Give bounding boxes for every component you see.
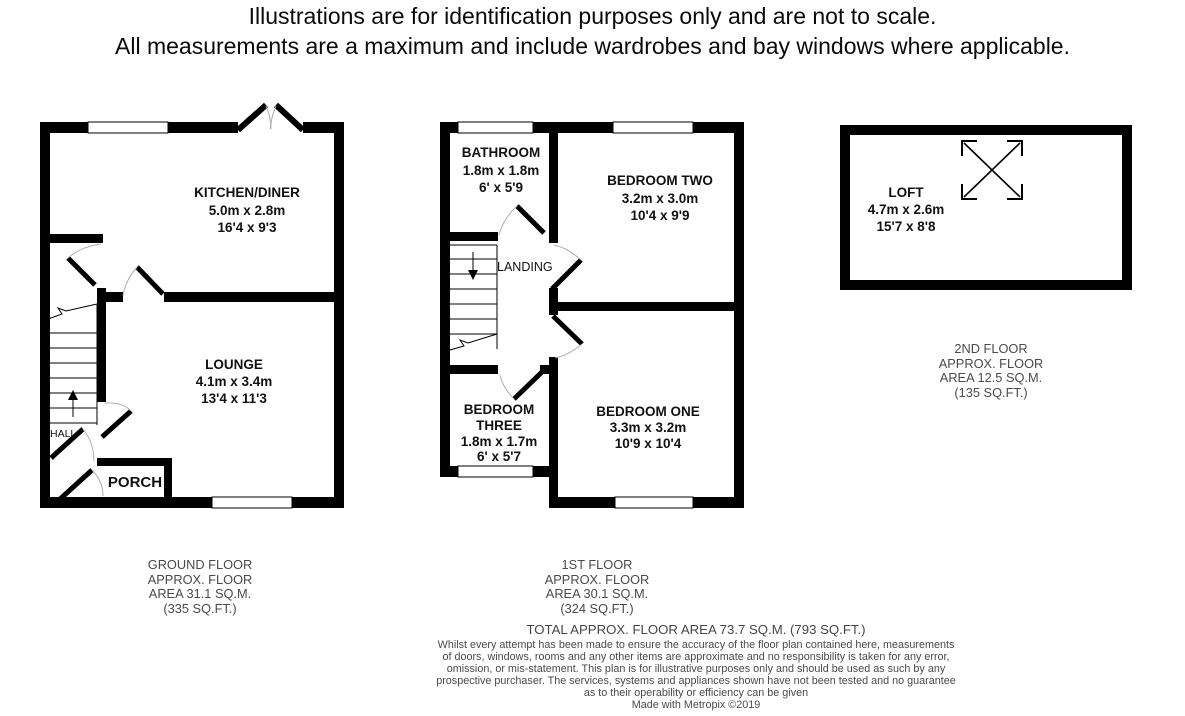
window bbox=[615, 497, 693, 508]
caption-line: (324 SQ.FT.) bbox=[560, 600, 634, 616]
door-swing-arc bbox=[105, 403, 131, 411]
door-swing-arc bbox=[266, 106, 271, 129]
door-swing-arc bbox=[68, 244, 101, 258]
room-dimensions-metric: 4.1m x 3.4m bbox=[195, 374, 273, 389]
wall-segment bbox=[840, 125, 850, 290]
door-swing-arc bbox=[92, 470, 103, 496]
room-name: KITCHEN/DINER bbox=[194, 185, 300, 200]
first-floor-caption bbox=[512, 558, 682, 616]
room-name: BEDROOM ONE bbox=[596, 404, 700, 419]
door-leaf bbox=[552, 260, 581, 289]
wall-segment bbox=[549, 302, 734, 311]
wall-segment bbox=[549, 122, 558, 243]
footer bbox=[429, 622, 963, 711]
room-dimensions-metric: 5.0m x 2.8m bbox=[208, 203, 286, 218]
header-line-2: All measurements are a maximum and include wardrobes and bay windows where applicable. bbox=[115, 33, 1070, 59]
caption-line: (335 SQ.FT.) bbox=[163, 600, 237, 616]
second-floor-plan bbox=[840, 125, 1132, 290]
wall-segment bbox=[164, 458, 172, 508]
caption-line: APPROX. FLOOR bbox=[147, 571, 253, 587]
first-floor-plan bbox=[440, 122, 744, 508]
caption-line: APPROX. FLOOR bbox=[544, 571, 650, 587]
caption-line: AREA 12.5 SQ.M. bbox=[939, 370, 1043, 385]
wall-segment bbox=[734, 122, 744, 508]
ground-floor-staircase bbox=[48, 304, 97, 425]
arrow-head bbox=[68, 390, 78, 400]
arrow-head bbox=[468, 270, 478, 280]
disclaimer-line: prospective purchaser. The services, systems and appliances shown have not been tested and no guarantee bbox=[436, 674, 956, 687]
wall-segment bbox=[97, 288, 106, 402]
room-name: THREE bbox=[476, 418, 522, 433]
wall-segment bbox=[440, 365, 498, 374]
stairs-up-arrow-icon bbox=[68, 390, 78, 417]
window bbox=[458, 122, 533, 133]
room-dimensions-imperial: 13'4 x 11'3 bbox=[201, 391, 267, 406]
second-floor-labels bbox=[868, 185, 945, 234]
caption-line: APPROX. FLOOR bbox=[938, 355, 1044, 371]
room-dimensions-imperial: 10'4 x 9'9 bbox=[630, 208, 690, 223]
window bbox=[212, 497, 292, 508]
french-door-leaf bbox=[238, 105, 266, 130]
room-name: BEDROOM TWO bbox=[607, 173, 713, 188]
caption-line: 2ND FLOOR bbox=[954, 341, 1028, 356]
total-floor-area: TOTAL APPROX. FLOOR AREA 73.7 SQ.M. (793 SQ.FT.) bbox=[526, 622, 866, 637]
disclaimer-line: omission, or mis-statement. This plan is for illustrative purposes only and should be used as such by any bbox=[446, 662, 946, 675]
room-dimensions-metric: 3.3m x 3.2m bbox=[609, 420, 687, 435]
wall-segment bbox=[840, 125, 1132, 135]
room-dimensions-imperial: 15'7 x 8'8 bbox=[876, 219, 936, 234]
room-name: LOFT bbox=[888, 185, 924, 200]
room-dimensions-imperial: 16'4 x 9'3 bbox=[217, 220, 277, 235]
caption-line: AREA 30.1 SQ.M. bbox=[545, 586, 649, 601]
door-leaf bbox=[68, 258, 95, 285]
caption-line: AREA 31.1 SQ.M. bbox=[148, 586, 252, 601]
metropix-credit: Made with Metropix ©2019 bbox=[631, 698, 761, 711]
french-door-leaf bbox=[276, 105, 303, 130]
ground-floor-labels bbox=[50, 185, 300, 491]
caption-line: GROUND FLOOR bbox=[147, 557, 253, 572]
wall-segment bbox=[97, 458, 172, 466]
room-name: BATHROOM bbox=[461, 145, 541, 160]
door-swing-arc bbox=[271, 106, 276, 129]
caption-line: 1ST FLOOR bbox=[561, 557, 633, 572]
ground-floor-walls bbox=[40, 122, 344, 508]
ground-floor-windows bbox=[88, 122, 292, 508]
room-dimensions-metric: 1.8m x 1.7m bbox=[460, 434, 538, 449]
door-swing-arc bbox=[83, 429, 94, 461]
wall-segment bbox=[1122, 125, 1132, 290]
loft-hatch-icon bbox=[962, 141, 1022, 199]
room-name: LOUNGE bbox=[205, 357, 263, 372]
wall-segment bbox=[164, 292, 334, 302]
door-leaf bbox=[137, 267, 163, 294]
room-name: HALL bbox=[50, 428, 77, 440]
first-floor-staircase bbox=[450, 245, 497, 350]
wall-segment bbox=[440, 232, 498, 241]
room-dimensions-imperial: 10'9 x 10'4 bbox=[614, 436, 682, 451]
door-leaf bbox=[59, 470, 92, 500]
door-swing-arc bbox=[554, 245, 581, 260]
wall-segment bbox=[50, 234, 103, 243]
caption-line: (135 SQ.FT.) bbox=[954, 384, 1028, 400]
door-swing-arc bbox=[500, 375, 514, 399]
room-name: PORCH bbox=[107, 474, 163, 491]
room-name: LANDING bbox=[497, 260, 553, 274]
window bbox=[613, 122, 693, 133]
door-leaf bbox=[514, 371, 543, 399]
disclaimer-line: of doors, windows, rooms and any other items are approximate and no responsibility is taken for any error, bbox=[442, 650, 950, 663]
door-leaf bbox=[553, 316, 582, 344]
room-name: BEDROOM bbox=[463, 402, 535, 417]
door-swing-arc bbox=[499, 206, 517, 235]
wall-segment bbox=[40, 497, 344, 508]
header-line-1: Illustrations are for identification purposes only and are not to scale. bbox=[248, 3, 937, 29]
room-dimensions-metric: 3.2m x 3.0m bbox=[621, 191, 699, 206]
door-leaf bbox=[102, 411, 131, 437]
window bbox=[458, 466, 533, 477]
stairs-down-arrow-icon bbox=[468, 252, 478, 280]
disclaimer-line: as to their operability or efficiency can be given bbox=[583, 686, 809, 699]
wall-segment bbox=[440, 122, 450, 477]
stair-break-line bbox=[48, 304, 97, 319]
window bbox=[88, 122, 168, 133]
ground-floor-caption bbox=[115, 558, 285, 616]
door-swing-arc bbox=[123, 267, 137, 296]
wall-segment bbox=[40, 122, 50, 508]
disclaimer-line: Whilst every attempt has been made to ensure the accuracy of the floor plan contained here, measurements bbox=[437, 639, 955, 651]
stair-break-line bbox=[450, 334, 497, 350]
wall-segment bbox=[334, 122, 344, 508]
door-leaf bbox=[517, 206, 544, 233]
room-dimensions-metric: 1.8m x 1.8m bbox=[462, 163, 540, 178]
room-dimensions-imperial: 6' x 5'7 bbox=[477, 449, 521, 464]
second-floor-caption bbox=[906, 342, 1076, 400]
wall-segment bbox=[840, 280, 1132, 290]
room-dimensions-metric: 4.7m x 2.6m bbox=[867, 202, 945, 217]
ground-floor-plan bbox=[40, 105, 344, 508]
room-dimensions-imperial: 6' x 5'9 bbox=[479, 180, 523, 195]
ground-floor-doors bbox=[51, 105, 303, 500]
door-swing-arc bbox=[555, 344, 582, 358]
